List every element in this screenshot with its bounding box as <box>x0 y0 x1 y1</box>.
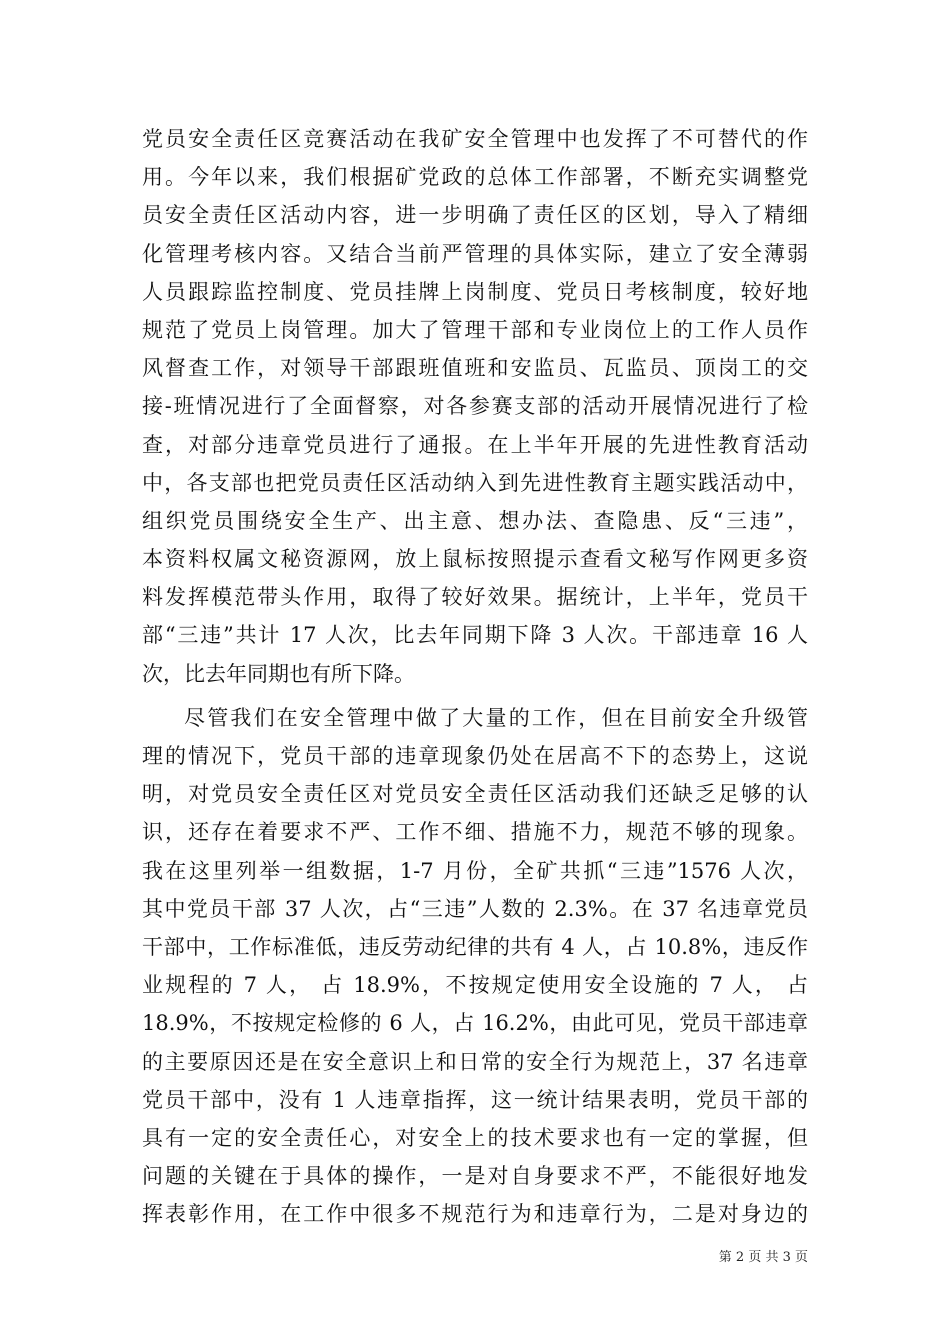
paragraph-1 <box>142 120 808 693</box>
text-line: 人员跟踪监控制度、党员挂牌上岗制度、党员日考核制度，较好地 <box>142 279 808 304</box>
text-line: 员安全责任区活动内容，进一步明确了责任区的区划，导入了精细 <box>142 203 808 228</box>
text-line: 部“三违”共计 17 人次，比去年同期下降 3 人次。干部违章 16 人 <box>142 623 808 648</box>
text-line: 具有一定的安全责任心，对安全上的技术要求也有一定的掌握，但 <box>142 1125 808 1150</box>
text-line: 党员干部中，没有 1 人违章指挥，这一统计结果表明，党员干部的 <box>142 1087 808 1112</box>
document-body <box>142 120 808 1233</box>
text-line: 识，还存在着要求不严、工作不细、措施不力，规范不够的现象。 <box>142 820 808 845</box>
text-line: 查，对部分违章党员进行了通报。在上半年开展的先进性教育活动 <box>142 432 808 457</box>
text-line: 其中党员干部 37 人次，占“三违”人数的 2.3%。在 37 名违章党员 <box>142 896 808 921</box>
page-number: 第 2 页 共 3 页 <box>718 1250 808 1265</box>
text-line: 挥表彰作用，在工作中很多不规范行为和违章行为，二是对身边的 <box>142 1202 808 1227</box>
text-line: 的主要原因还是在安全意识上和日常的安全行为规范上，37 名违章 <box>142 1049 808 1074</box>
text-line: 本资料权属文秘资源网，放上鼠标按照提示查看文秘写作网更多资 <box>142 547 808 572</box>
text-line: 规范了党员上岗管理。加大了管理干部和专业岗位上的工作人员作 <box>142 317 808 342</box>
text-line: 风督查工作，对领导干部跟班值班和安监员、瓦监员、顶岗工的交 <box>142 356 808 381</box>
text-line: 明，对党员安全责任区对党员安全责任区活动我们还缺乏足够的认 <box>142 782 808 807</box>
text-line: 用。今年以来，我们根据矿党政的总体工作部署，不断充实调整党 <box>142 165 808 190</box>
text-line: 业规程的 7 人， 占 18.9%，不按规定使用安全设施的 7 人， 占 <box>142 973 808 998</box>
text-line: 党员安全责任区竞赛活动在我矿安全管理中也发挥了不可替代的作 <box>142 127 808 151</box>
text-line: 组织党员围绕安全生产、出主意、想办法、查隐患、反“三违”， <box>142 508 808 533</box>
text-line: 我在这里列举一组数据，1-7 月份，全矿共抓“三违”1576 人次， <box>142 858 808 883</box>
text-line: 次，比去年同期也有所下降。 <box>142 661 415 686</box>
text-line: 干部中，工作标准低，违反劳动纪律的共有 4 人，占 10.8%，违反作 <box>142 934 808 959</box>
paragraph-2 <box>142 699 808 1234</box>
text-line: 尽管我们在安全管理中做了大量的工作，但在目前安全升级管 <box>184 705 808 730</box>
text-line: 18.9%，不按规定检修的 6 人，占 16.2%，由此可见，党员干部违章 <box>142 1011 808 1036</box>
text-line: 料发挥模范带头作用，取得了较好效果。据统计，上半年，党员干 <box>142 585 808 610</box>
text-line: 接-班情况进行了全面督察，对各参赛支部的活动开展情况进行了检 <box>142 394 808 419</box>
text-line: 理的情况下，党员干部的违章现象仍处在居高不下的态势上，这说 <box>142 744 808 768</box>
text-line: 中，各支部也把党员责任区活动纳入到先进性教育主题实践活动中， <box>142 470 808 495</box>
text-line: 问题的关键在于具体的操作，一是对自身要求不严，不能很好地发 <box>142 1164 808 1189</box>
text-line: 化管理考核内容。又结合当前严管理的具体实际，建立了安全薄弱 <box>142 241 808 266</box>
